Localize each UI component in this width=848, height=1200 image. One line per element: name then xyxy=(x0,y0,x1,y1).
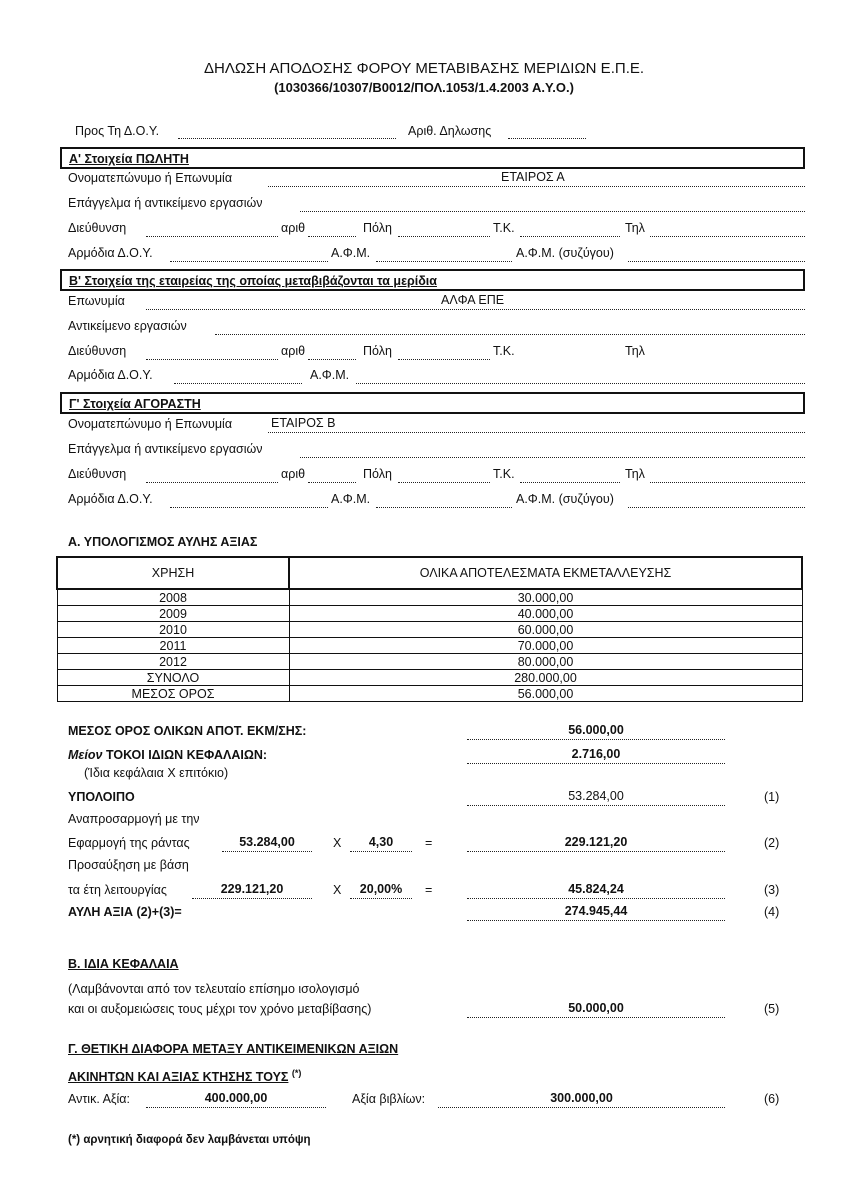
seller-doy-field[interactable] xyxy=(170,261,328,262)
seller-phone-label: Τηλ xyxy=(625,221,645,235)
equity-line-2: και οι αυξομειώσεις τους μέχρι τον χρόνο μεταβίβασης) xyxy=(68,1002,372,1016)
equity-heading: Β. ΙΔΙΑ ΚΕΦΑΛΑΙΑ xyxy=(68,957,179,971)
section-c-title: Γ' Στοιχεία ΑΓΟΡΑΣΤΗ xyxy=(69,397,201,411)
objective-value-label: Αντικ. Αξία: xyxy=(68,1092,130,1106)
buyer-afm-spouse-label: Α.Φ.Μ. (συζύγου) xyxy=(516,492,614,506)
table-row xyxy=(57,606,802,622)
doy-recipient-label: Προς Τη Δ.Ο.Υ. xyxy=(75,124,160,138)
equity-ref: (5) xyxy=(764,1002,780,1016)
seller-name-label: Ονοματεπώνυμο ή Επωνυμία xyxy=(68,171,233,185)
table-cell-value: 56.000,00 xyxy=(289,686,802,702)
buyer-city-field[interactable] xyxy=(398,482,490,483)
company-zip-label: Τ.Κ. xyxy=(493,344,515,358)
buyer-city-label: Πόλη xyxy=(363,467,392,481)
interest-note: (Ίδια κεφάλαια Χ επιτόκιο) xyxy=(84,766,229,780)
seller-afm-spouse-field[interactable] xyxy=(628,261,805,262)
book-value-label: Αξία βιβλίων: xyxy=(352,1092,426,1106)
table-cell-year: 2012 xyxy=(57,654,289,670)
company-number-field[interactable] xyxy=(308,359,356,360)
buyer-afm-label: Α.Φ.Μ. xyxy=(331,492,371,506)
buyer-name-value: ΕΤΑΙΡΟΣ Β xyxy=(271,416,336,430)
company-name-label: Επωνυμία xyxy=(68,294,125,308)
buyer-phone-label: Τηλ xyxy=(625,467,645,481)
table-cell-value: 60.000,00 xyxy=(289,622,802,638)
table-row xyxy=(57,622,802,638)
equity-value: 50.000,00 xyxy=(467,1001,725,1018)
buyer-zip-label: Τ.Κ. xyxy=(493,467,515,481)
buyer-address-label: Διεύθυνση xyxy=(68,467,127,481)
footnote: (*) αρνητική διαφορά δεν λαμβάνεται υπόψη xyxy=(68,1134,311,1146)
annuity-label: Εφαρμογή της ράντας xyxy=(68,836,190,850)
interest-label: ΤΟΚΟΙ ΙΔΙΩΝ ΚΕΦΑΛΑΙΩΝ: xyxy=(105,748,268,762)
seller-city-field[interactable] xyxy=(398,236,490,237)
document-title: ΔΗΛΩΣΗ ΑΠΟΔΟΣΗΣ ΦΟΡΟΥ ΜΕΤΑΒΙΒΑΣΗΣ ΜΕΡΙΔΙΩΝ Ε.Π.Ε. xyxy=(203,60,645,77)
buyer-name-label: Ονοματεπώνυμο ή Επωνυμία xyxy=(68,417,233,431)
table-row xyxy=(57,638,802,654)
years-multiply: Χ xyxy=(333,883,342,897)
years-label: τα έτη λειτουργίας xyxy=(68,883,167,897)
goodwill-label: ΑΥΛΗ ΑΞΙΑ (2)+(3)= xyxy=(68,905,182,919)
table-cell-year: 2010 xyxy=(57,622,289,638)
results-table xyxy=(56,556,803,702)
table-header-results: ΟΛΙΚΑ ΑΠΟΤΕΛΕΣΜΑΤΑ ΕΚΜΕΤΑΛΛΕΥΣΗΣ xyxy=(289,557,802,589)
buyer-doy-field[interactable] xyxy=(170,507,328,508)
years-result: 45.824,24 xyxy=(467,882,725,899)
seller-address-label: Διεύθυνση xyxy=(68,221,127,235)
table-cell-year: 2011 xyxy=(57,638,289,654)
table-cell-value: 80.000,00 xyxy=(289,654,802,670)
increase-label: Προσαύξηση με βάση xyxy=(68,858,189,872)
section-c-header xyxy=(60,392,805,414)
document-subtitle: (1030366/10307/Β0012/ΠΟΛ.1053/1.4.2003 Α.Υ.Ο.) xyxy=(274,80,574,95)
difference-ref: (6) xyxy=(764,1092,780,1106)
company-object-field[interactable] xyxy=(215,334,805,335)
section-a-title: Α' Στοιχεία ΠΩΛΗΤΗ xyxy=(69,152,189,166)
buyer-zip-field[interactable] xyxy=(520,482,620,483)
table-cell-value: 30.000,00 xyxy=(289,589,802,606)
table-cell-year: 2009 xyxy=(57,606,289,622)
average-value: 56.000,00 xyxy=(467,723,725,740)
objective-value: 400.000,00 xyxy=(146,1091,326,1108)
years-equals: = xyxy=(425,883,433,897)
buyer-address-field[interactable] xyxy=(146,482,278,483)
difference-heading-1: Γ. ΘΕΤΙΚΗ ΔΙΑΦΟΡΑ ΜΕΤΑΞΥ ΑΝΤΙΚΕΙΜΕΝΙΚΩΝ ΑΞΙΩΝ xyxy=(68,1042,399,1056)
annuity-ref: (2) xyxy=(764,836,780,850)
buyer-doy-label: Αρμόδια Δ.Ο.Υ. xyxy=(68,492,153,506)
seller-number-field[interactable] xyxy=(308,236,356,237)
section-b-title: Β' Στοιχεία της εταιρείας της οποίας μεταβιβάζονται τα μερίδια xyxy=(69,274,437,288)
company-city-field[interactable] xyxy=(398,359,490,360)
years-ref: (3) xyxy=(764,883,780,897)
table-row xyxy=(57,589,802,606)
seller-afm-label: Α.Φ.Μ. xyxy=(331,246,371,260)
goodwill-ref: (4) xyxy=(764,905,780,919)
company-city-label: Πόλη xyxy=(363,344,392,358)
annuity-factor: 4,30 xyxy=(350,835,412,852)
table-row-total xyxy=(57,670,802,686)
seller-zip-field[interactable] xyxy=(520,236,620,237)
interest-row xyxy=(68,748,267,762)
table-cell-year: ΣΥΝΟΛΟ xyxy=(57,670,289,686)
company-address-field[interactable] xyxy=(146,359,278,360)
company-number-label: αριθ xyxy=(281,344,306,358)
seller-zip-label: Τ.Κ. xyxy=(493,221,515,235)
company-object-label: Αντικείμενο εργασιών xyxy=(68,319,187,333)
company-doy-label: Αρμόδια Δ.Ο.Υ. xyxy=(68,368,153,382)
table-cell-year: 2008 xyxy=(57,589,289,606)
annuity-multiply: Χ xyxy=(333,836,342,850)
company-name-value: ΑΛΦΑ ΕΠΕ xyxy=(441,293,505,307)
years-percentage: 20,00% xyxy=(350,882,412,899)
declaration-number-label: Αριθ. Δηλωσης xyxy=(408,124,492,138)
annuity-equals: = xyxy=(425,836,433,850)
seller-name-value: ΕΤΑΙΡΟΣ Α xyxy=(501,170,565,184)
company-afm-field[interactable] xyxy=(356,383,805,384)
declaration-number-field[interactable] xyxy=(508,138,586,139)
seller-profession-field[interactable] xyxy=(300,211,805,212)
table-header-year: ΧΡΗΣΗ xyxy=(57,557,289,589)
table-cell-value: 40.000,00 xyxy=(289,606,802,622)
remainder-label: ΥΠΟΛΟΙΠΟ xyxy=(68,790,135,804)
years-base: 229.121,20 xyxy=(192,882,312,899)
seller-city-label: Πόλη xyxy=(363,221,392,235)
section-a-header xyxy=(60,147,805,169)
table-cell-value: 70.000,00 xyxy=(289,638,802,654)
buyer-phone-field[interactable] xyxy=(650,482,805,483)
annuity-result: 229.121,20 xyxy=(467,835,725,852)
table-row xyxy=(57,654,802,670)
buyer-number-label: αριθ xyxy=(281,467,306,481)
seller-afm-spouse-label: Α.Φ.Μ. (συζύγου) xyxy=(516,246,614,260)
buyer-number-field[interactable] xyxy=(308,482,356,483)
equity-line-1: (Λαμβάνονται από τον τελευταίο επίσημο ισολογισμό xyxy=(68,982,360,996)
buyer-afm-field[interactable] xyxy=(376,507,512,508)
interest-value: 2.716,00 xyxy=(467,747,725,764)
seller-doy-label: Αρμόδια Δ.Ο.Υ. xyxy=(68,246,153,260)
seller-name-field[interactable] xyxy=(268,186,805,187)
seller-address-field[interactable] xyxy=(146,236,278,237)
seller-profession-label: Επάγγελμα ή αντικείμενο εργασιών xyxy=(68,196,263,210)
seller-number-label: αριθ xyxy=(281,221,306,235)
buyer-profession-field[interactable] xyxy=(300,457,805,458)
doy-recipient-field[interactable] xyxy=(178,138,396,139)
book-value: 300.000,00 xyxy=(438,1091,725,1108)
average-label: ΜΕΣΟΣ ΟΡΟΣ ΟΛΙΚΩΝ ΑΠΟΤ. ΕΚΜ/ΣΗΣ: xyxy=(68,724,307,738)
remainder-ref: (1) xyxy=(764,790,780,804)
buyer-name-field[interactable] xyxy=(268,432,805,433)
recap-label: Αναπροσαρμογή με την xyxy=(68,812,200,826)
seller-phone-field[interactable] xyxy=(650,236,805,237)
company-address-label: Διεύθυνση xyxy=(68,344,127,358)
table-row-average xyxy=(57,686,802,702)
minus-word: Μείον xyxy=(68,748,103,762)
table-cell-value: 280.000,00 xyxy=(289,670,802,686)
company-doy-field[interactable] xyxy=(174,383,302,384)
difference-heading-2-mark: (*) xyxy=(291,1068,302,1078)
seller-afm-field[interactable] xyxy=(376,261,512,262)
annuity-base: 53.284,00 xyxy=(222,835,312,852)
goodwill-value: 274.945,44 xyxy=(467,904,725,921)
section-b-header xyxy=(60,269,805,291)
company-name-field[interactable] xyxy=(146,309,805,310)
buyer-profession-label: Επάγγελμα ή αντικείμενο εργασιών xyxy=(68,442,263,456)
goodwill-calc-heading: Α. ΥΠΟΛΟΓΙΣΜΟΣ ΑΥΛΗΣ ΑΞΙΑΣ xyxy=(68,535,258,549)
remainder-value: 53.284,00 xyxy=(467,789,725,806)
difference-heading-2-row xyxy=(68,1068,301,1084)
buyer-afm-spouse-field[interactable] xyxy=(628,507,805,508)
company-phone-label: Τηλ xyxy=(625,344,645,358)
difference-heading-2: ΑΚΙΝΗΤΩΝ ΚΑΙ ΑΞΙΑΣ ΚΤΗΣΗΣ ΤΟΥΣ xyxy=(68,1070,289,1085)
company-afm-label: Α.Φ.Μ. xyxy=(310,368,350,382)
table-cell-year: ΜΕΣΟΣ ΟΡΟΣ xyxy=(57,686,289,702)
